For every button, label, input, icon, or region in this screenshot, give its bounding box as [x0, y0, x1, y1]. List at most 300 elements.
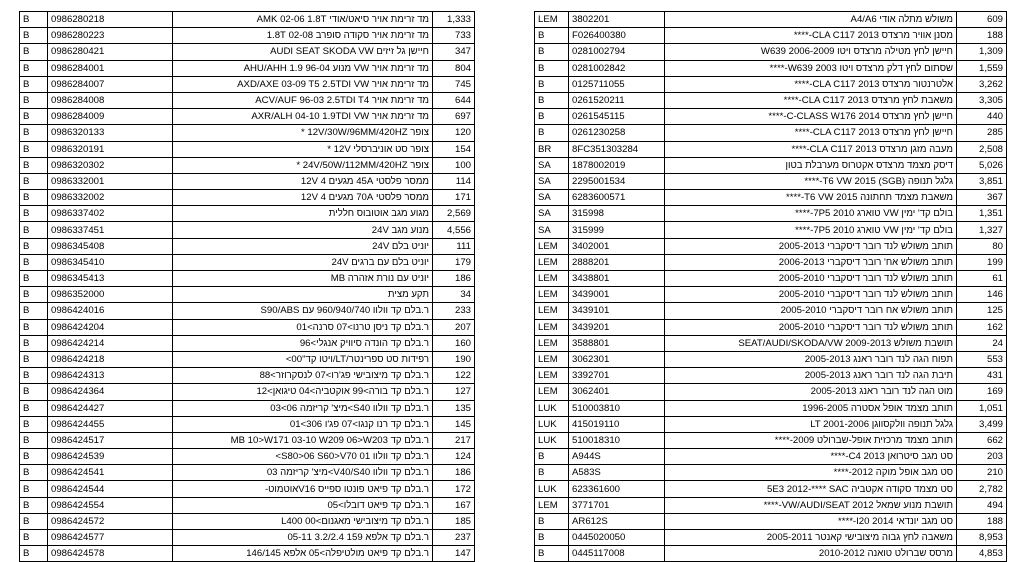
price-cell: 179 — [433, 254, 475, 270]
brand-cell: SA — [535, 190, 569, 206]
price-cell: 114 — [433, 173, 475, 189]
price-cell: 100 — [433, 157, 475, 173]
description-cell: מרסס שברולט טואנה 2010-2012 — [665, 546, 957, 562]
brand-cell: LEM — [535, 384, 569, 400]
table-row — [535, 28, 1007, 44]
price-cell: 609 — [957, 12, 1007, 28]
price-cell: 1,333 — [433, 12, 475, 28]
description-cell: תותב משולש לנד רובר דיסקברי 2005-2010 — [665, 319, 957, 335]
price-cell: 217 — [433, 432, 475, 448]
brand-cell: B — [20, 271, 48, 287]
part-number-cell: 0261230258 — [569, 125, 665, 141]
description-cell: ר.בלם קד וולוו V40/S40>מיצ' קריזמה 03 — [173, 465, 433, 481]
brand-cell: B — [20, 76, 48, 92]
price-cell: 169 — [957, 384, 1007, 400]
description-cell: רפידות סט ספרינטר/LT/ויטו קד"00> — [173, 351, 433, 367]
brand-cell: B — [20, 287, 48, 303]
table-row — [535, 109, 1007, 125]
price-cell: 697 — [433, 109, 475, 125]
description-cell: יוניט עם נורת אזהרה MB — [173, 271, 433, 287]
price-cell: 2,569 — [433, 206, 475, 222]
table-row — [535, 335, 1007, 351]
brand-cell: LEM — [535, 335, 569, 351]
table-row — [20, 368, 475, 384]
price-cell: 804 — [433, 60, 475, 76]
price-cell: 494 — [957, 497, 1007, 513]
parts-table-left — [19, 11, 475, 562]
brand-cell: B — [535, 28, 569, 44]
brand-cell: B — [20, 303, 48, 319]
brand-cell: B — [535, 546, 569, 562]
part-number-cell: 0986320191 — [48, 141, 173, 157]
brand-cell: LEM — [535, 303, 569, 319]
brand-cell: B — [20, 238, 48, 254]
brand-cell: B — [20, 125, 48, 141]
brand-cell: LEM — [535, 287, 569, 303]
table-row — [20, 400, 475, 416]
price-cell: 146 — [957, 287, 1007, 303]
price-cell: 160 — [433, 335, 475, 351]
price-cell: 367 — [957, 190, 1007, 206]
part-number-cell: 0986424577 — [48, 530, 173, 546]
description-cell: תותב מצמד מרכזית אופל-שברולט 2009-**** — [665, 432, 957, 448]
part-number-cell: 0986424204 — [48, 319, 173, 335]
part-number-cell: 315999 — [569, 222, 665, 238]
description-cell: יוניט בלם עם ברגים 24V — [173, 254, 433, 270]
brand-cell: B — [20, 157, 48, 173]
brand-cell: LUK — [535, 416, 569, 432]
description-cell: מנוע מגב 24V — [173, 222, 433, 238]
part-number-cell: 3392701 — [569, 368, 665, 384]
table-row — [20, 125, 475, 141]
description-cell: גלגל תנופה וולקסווגן LT 2001-2006 — [665, 416, 957, 432]
brand-cell: B — [20, 92, 48, 108]
price-cell: 135 — [433, 400, 475, 416]
table-row — [20, 384, 475, 400]
description-cell: ר.בלם קד וולוו S40>מיצ' קריזמה 06>03 — [173, 400, 433, 416]
price-cell: 207 — [433, 319, 475, 335]
brand-cell: B — [20, 44, 48, 60]
part-number-cell: 3439201 — [569, 319, 665, 335]
price-cell: 553 — [957, 351, 1007, 367]
table-row — [535, 44, 1007, 60]
price-cell: 1,051 — [957, 400, 1007, 416]
description-cell: מעבה מזגן מרצדס CLA C117 2013-**** — [665, 141, 957, 157]
part-number-cell: 0261520211 — [569, 92, 665, 108]
brand-cell: LEM — [535, 497, 569, 513]
price-cell: 190 — [433, 351, 475, 367]
part-number-cell: A944S — [569, 449, 665, 465]
price-cell: 440 — [957, 109, 1007, 125]
table-row — [20, 44, 475, 60]
table-row — [20, 546, 475, 562]
description-cell: ממסר פלסטי 45A מגעים 4 12V — [173, 173, 433, 189]
brand-cell: B — [20, 319, 48, 335]
price-cell: 1,309 — [957, 44, 1007, 60]
part-number-cell: 2888201 — [569, 254, 665, 270]
price-cell: 61 — [957, 271, 1007, 287]
table-row — [535, 530, 1007, 546]
brand-cell: B — [535, 465, 569, 481]
brand-cell: SA — [535, 206, 569, 222]
brand-cell: LEM — [535, 368, 569, 384]
description-cell: חיישן לחץ מרצדס C-CLASS W176 2014-**** — [665, 109, 957, 125]
table-row — [20, 432, 475, 448]
part-number-cell: 0986280223 — [48, 28, 173, 44]
description-cell: חיישן גל זיזים AUDI SEAT SKODA VW — [173, 44, 433, 60]
description-cell: ר.בלם קד רנו קנגו>07 פג'ו 306>01 — [173, 416, 433, 432]
description-cell: בולם קד' ימין VW טוארג 7P5 2010-**** — [665, 222, 957, 238]
parts-table-left-body — [20, 12, 475, 562]
brand-cell: B — [535, 513, 569, 529]
description-cell: ר.בלם קד MB 10>W171 03-10 W209 06>W203 — [173, 432, 433, 448]
part-number-cell: 0986284009 — [48, 109, 173, 125]
description-cell: חיישן לחץ מרצדס CLA C117 2013-**** — [665, 125, 957, 141]
price-cell: 347 — [433, 44, 475, 60]
price-cell: 3,499 — [957, 416, 1007, 432]
description-cell: תושבת משולש SEAT/AUDI/SKODA/VW 2009-2013 — [665, 335, 957, 351]
price-cell: 4,556 — [433, 222, 475, 238]
description-cell: מד זרימת אויר VW מנוע AHU/AHH 1.9 96-04 — [173, 60, 433, 76]
part-number-cell: 415019110 — [569, 416, 665, 432]
table-row — [535, 238, 1007, 254]
price-cell: 745 — [433, 76, 475, 92]
brand-cell: B — [20, 481, 48, 497]
description-cell: מד זרימת אויר סיאט/אודי AMK 02-06 1.8T — [173, 12, 433, 28]
description-cell: יוניט בלם 24V — [173, 238, 433, 254]
table-row — [20, 141, 475, 157]
table-row — [535, 449, 1007, 465]
table-row — [535, 432, 1007, 448]
table-row — [20, 319, 475, 335]
brand-cell: B — [20, 222, 48, 238]
part-number-cell: 0986424541 — [48, 465, 173, 481]
brand-cell: B — [20, 432, 48, 448]
description-cell: חיישן לחץ מטילה מרצדס ויטו W639 2006-2009 — [665, 44, 957, 60]
part-number-cell: 0986345408 — [48, 238, 173, 254]
brand-cell: LEM — [535, 351, 569, 367]
table-row — [535, 351, 1007, 367]
part-number-cell: 0281002842 — [569, 60, 665, 76]
table-row — [535, 416, 1007, 432]
table-row — [20, 481, 475, 497]
brand-cell: B — [535, 44, 569, 60]
table-row — [20, 92, 475, 108]
table-row — [20, 206, 475, 222]
description-cell: שסתום לחץ דלק מרצדס ויטו W639 2003-**** — [665, 60, 957, 76]
brand-cell: B — [20, 12, 48, 28]
part-number-cell: 0986280421 — [48, 44, 173, 60]
part-number-cell: 3771701 — [569, 497, 665, 513]
price-cell: 237 — [433, 530, 475, 546]
table-row — [535, 76, 1007, 92]
price-cell: 124 — [433, 449, 475, 465]
brand-cell: B — [535, 125, 569, 141]
brand-cell: B — [535, 60, 569, 76]
description-cell: תקע מצית — [173, 287, 433, 303]
brand-cell: B — [20, 368, 48, 384]
description-cell: סט מגב סיטרואן C4 2013-**** — [665, 449, 957, 465]
table-row — [535, 319, 1007, 335]
part-number-cell: 6283600571 — [569, 190, 665, 206]
price-cell: 80 — [957, 238, 1007, 254]
part-number-cell: 510003810 — [569, 400, 665, 416]
part-number-cell: 0986424364 — [48, 384, 173, 400]
table-row — [20, 173, 475, 189]
brand-cell: B — [20, 351, 48, 367]
description-cell: ר.בלם קד וולוו S80>06 S60>V70 01> — [173, 449, 433, 465]
part-number-cell: 0986424455 — [48, 416, 173, 432]
description-cell: מד זרימת אויר סקודה סופרב 02-08 1.8T — [173, 28, 433, 44]
description-cell: ר.בלם קד מיצובישי מאגנום>L400 00 — [173, 513, 433, 529]
brand-cell: SA — [535, 173, 569, 189]
brand-cell: LEM — [535, 254, 569, 270]
brand-cell: B — [20, 384, 48, 400]
brand-cell: B — [20, 190, 48, 206]
description-cell: משאבה לחץ גבוה מיצובישי קאנטר 2005-2011 — [665, 530, 957, 546]
part-number-cell: 0281002794 — [569, 44, 665, 60]
part-number-cell: 0986424218 — [48, 351, 173, 367]
part-number-cell: 1878002019 — [569, 157, 665, 173]
part-number-cell: 0261545115 — [569, 109, 665, 125]
part-number-cell: 0986424517 — [48, 432, 173, 448]
table-row — [20, 303, 475, 319]
table-row — [535, 254, 1007, 270]
table-row — [20, 109, 475, 125]
price-cell: 125 — [957, 303, 1007, 319]
description-cell: מד זרימת אויר AXD/AXE 03-09 T5 2.5TDI VW — [173, 76, 433, 92]
brand-cell: B — [20, 546, 48, 562]
part-number-cell: 0986424539 — [48, 449, 173, 465]
description-cell: משאבת לחץ מרצדס CLA C117 2013-**** — [665, 92, 957, 108]
table-row — [535, 481, 1007, 497]
brand-cell: B — [20, 513, 48, 529]
part-number-cell: 315998 — [569, 206, 665, 222]
brand-cell: B — [20, 109, 48, 125]
part-number-cell: 3802201 — [569, 12, 665, 28]
part-number-cell: 0986424427 — [48, 400, 173, 416]
price-cell: 1,559 — [957, 60, 1007, 76]
description-cell: תותב משולש לנד רובר דיסקברי 2005-2013 — [665, 238, 957, 254]
price-cell: 203 — [957, 449, 1007, 465]
price-cell: 662 — [957, 432, 1007, 448]
table-row — [20, 238, 475, 254]
description-cell: ר.בלם קד הונדה סיוויק אנגלי>96 — [173, 335, 433, 351]
description-cell: ר.בלם קד מיצובישי פג'רו>07 לנסקרוזר>88 — [173, 368, 433, 384]
brand-cell: B — [535, 76, 569, 92]
brand-cell: B — [20, 60, 48, 76]
brand-cell: LEM — [535, 271, 569, 287]
table-row — [20, 287, 475, 303]
table-row — [535, 465, 1007, 481]
table-row — [535, 190, 1007, 206]
description-cell: גלגל תנופה (SGB) T6 VW 2015-**** — [665, 173, 957, 189]
brand-cell: B — [535, 530, 569, 546]
description-cell: תושבת מנוע שמאל VW/AUDI/SEAT 2012-**** — [665, 497, 957, 513]
part-number-cell: 623361600 — [569, 481, 665, 497]
brand-cell: B — [20, 206, 48, 222]
price-cell: 185 — [433, 513, 475, 529]
table-row — [535, 92, 1007, 108]
price-cell: 172 — [433, 481, 475, 497]
brand-cell: B — [20, 416, 48, 432]
description-cell: בולם קד' ימין VW טוארג 7P5 2010-**** — [665, 206, 957, 222]
description-cell: מד זרימת אויר AXR/ALH 04-10 1.9TDI VW — [173, 109, 433, 125]
price-cell: 162 — [957, 319, 1007, 335]
table-row — [20, 335, 475, 351]
table-row — [20, 530, 475, 546]
part-number-cell: 2295001534 — [569, 173, 665, 189]
price-cell: 154 — [433, 141, 475, 157]
description-cell: צופר סט אוניברסלי 12V * — [173, 141, 433, 157]
brand-cell: LUK — [535, 432, 569, 448]
brand-cell: B — [20, 173, 48, 189]
brand-cell: LUK — [535, 400, 569, 416]
table-row — [535, 12, 1007, 28]
brand-cell: B — [20, 497, 48, 513]
part-number-cell: F026400380 — [569, 28, 665, 44]
part-number-cell: 0986280218 — [48, 12, 173, 28]
table-row — [535, 157, 1007, 173]
part-number-cell: 0986345410 — [48, 254, 173, 270]
description-cell: תותב משולש לנד רובר דיסקברי 2005-2010 — [665, 287, 957, 303]
price-cell: 2,782 — [957, 481, 1007, 497]
table-row — [535, 206, 1007, 222]
description-cell: תותב משולש אח רובר דיסקברי 2005-2010 — [665, 303, 957, 319]
table-row — [535, 60, 1007, 76]
parts-table-right-body — [535, 12, 1007, 562]
brand-cell: B — [535, 109, 569, 125]
part-number-cell: 0986337451 — [48, 222, 173, 238]
description-cell: תותב מצמד אופל אסטרה 1996-2005 — [665, 400, 957, 416]
part-number-cell: 0445117008 — [569, 546, 665, 562]
price-cell: 34 — [433, 287, 475, 303]
brand-cell: SA — [535, 157, 569, 173]
price-cell: 733 — [433, 28, 475, 44]
part-number-cell: 0986332002 — [48, 190, 173, 206]
table-row — [535, 368, 1007, 384]
table-row — [535, 513, 1007, 529]
price-cell: 8,953 — [957, 530, 1007, 546]
part-number-cell: 0986424214 — [48, 335, 173, 351]
table-row — [535, 303, 1007, 319]
part-number-cell: 0986320302 — [48, 157, 173, 173]
price-cell: 1,327 — [957, 222, 1007, 238]
table-row — [535, 497, 1007, 513]
price-cell: 111 — [433, 238, 475, 254]
description-cell: משולש מתלה אודי A4/A6 — [665, 12, 957, 28]
table-row — [535, 546, 1007, 562]
brand-cell: LUK — [535, 481, 569, 497]
description-cell: תיבת הגה לנד רובר ראנג 2005-2013 — [665, 368, 957, 384]
part-number-cell: 0986345413 — [48, 271, 173, 287]
part-number-cell: 0986424554 — [48, 497, 173, 513]
price-cell: 145 — [433, 416, 475, 432]
part-number-cell: 0986424313 — [48, 368, 173, 384]
price-cell: 5,026 — [957, 157, 1007, 173]
price-cell: 233 — [433, 303, 475, 319]
price-cell: 3,305 — [957, 92, 1007, 108]
price-cell: 2,508 — [957, 141, 1007, 157]
brand-cell: B — [20, 465, 48, 481]
part-number-cell: 0986424544 — [48, 481, 173, 497]
description-cell: ר.בלם קד פיאט דובלו>05 — [173, 497, 433, 513]
price-cell: 122 — [433, 368, 475, 384]
table-row — [535, 271, 1007, 287]
description-cell: צופר 12V/30W/96MM/420HZ * — [173, 125, 433, 141]
description-cell: סט מגב אופל מוקה 2012-**** — [665, 465, 957, 481]
brand-cell: B — [20, 254, 48, 270]
description-cell: ר.בלם קד ניסן טרנו>07 סרנה>01 — [173, 319, 433, 335]
table-row — [20, 157, 475, 173]
table-row — [20, 351, 475, 367]
price-cell: 188 — [957, 513, 1007, 529]
part-number-cell: 0986332001 — [48, 173, 173, 189]
part-number-cell: 0986284008 — [48, 92, 173, 108]
price-cell: 24 — [957, 335, 1007, 351]
description-cell: ממסר פלסטי 70A מגעים 4 12V — [173, 190, 433, 206]
part-number-cell: 3439001 — [569, 287, 665, 303]
description-cell: סט מגב יונדאי I20 2014-**** — [665, 513, 957, 529]
description-cell: ר.בלם קד בורה>99 אוקטביה>04 טיגואן>12 — [173, 384, 433, 400]
price-cell: 171 — [433, 190, 475, 206]
part-number-cell: 3439101 — [569, 303, 665, 319]
description-cell: ר.בלם קד אלפא 159 3.2/2.4 05-11 — [173, 530, 433, 546]
brand-cell: SA — [535, 222, 569, 238]
part-number-cell: 0986284007 — [48, 76, 173, 92]
brand-cell: LEM — [535, 319, 569, 335]
description-cell: מסנן אוויר מרצדס CLA C117 2013-**** — [665, 28, 957, 44]
table-row — [20, 28, 475, 44]
parts-table-right — [534, 11, 1007, 562]
price-cell: 431 — [957, 368, 1007, 384]
price-cell: 4,853 — [957, 546, 1007, 562]
brand-cell: B — [20, 449, 48, 465]
part-number-cell: 0986424016 — [48, 303, 173, 319]
part-number-cell: 0986284001 — [48, 60, 173, 76]
price-cell: 3,851 — [957, 173, 1007, 189]
description-cell: מוט הגה לנד רובר ראנג 2005-2013 — [665, 384, 957, 400]
price-cell: 147 — [433, 546, 475, 562]
table-row — [535, 287, 1007, 303]
table-row — [20, 190, 475, 206]
price-cell: 199 — [957, 254, 1007, 270]
description-cell: תותב משולש אח' רובר דיסקברי 2006-2013 — [665, 254, 957, 270]
price-cell: 210 — [957, 465, 1007, 481]
part-number-cell: AR612S — [569, 513, 665, 529]
price-cell: 127 — [433, 384, 475, 400]
part-number-cell: 0445020050 — [569, 530, 665, 546]
part-number-cell: 3588801 — [569, 335, 665, 351]
description-cell: תותב משולש לנד רובר דיסקברי 2005-2010 — [665, 271, 957, 287]
table-row — [535, 141, 1007, 157]
brand-cell: B — [20, 335, 48, 351]
price-cell: 644 — [433, 92, 475, 108]
price-cell: 186 — [433, 271, 475, 287]
part-number-cell: 0986352000 — [48, 287, 173, 303]
table-row — [535, 222, 1007, 238]
description-cell: צופר 24V/50W/112MM/420HZ * — [173, 157, 433, 173]
description-cell: מד זרימת אויר ACV/AUF 96-03 2.5TDI T4 — [173, 92, 433, 108]
table-row — [20, 497, 475, 513]
price-cell: 167 — [433, 497, 475, 513]
price-cell: 285 — [957, 125, 1007, 141]
part-number-cell: 0986424578 — [48, 546, 173, 562]
table-row — [20, 76, 475, 92]
description-cell: סט מצמד סקודה אקטביה 5E3 2012-**** SAC — [665, 481, 957, 497]
price-cell: 120 — [433, 125, 475, 141]
brand-cell: B — [20, 400, 48, 416]
